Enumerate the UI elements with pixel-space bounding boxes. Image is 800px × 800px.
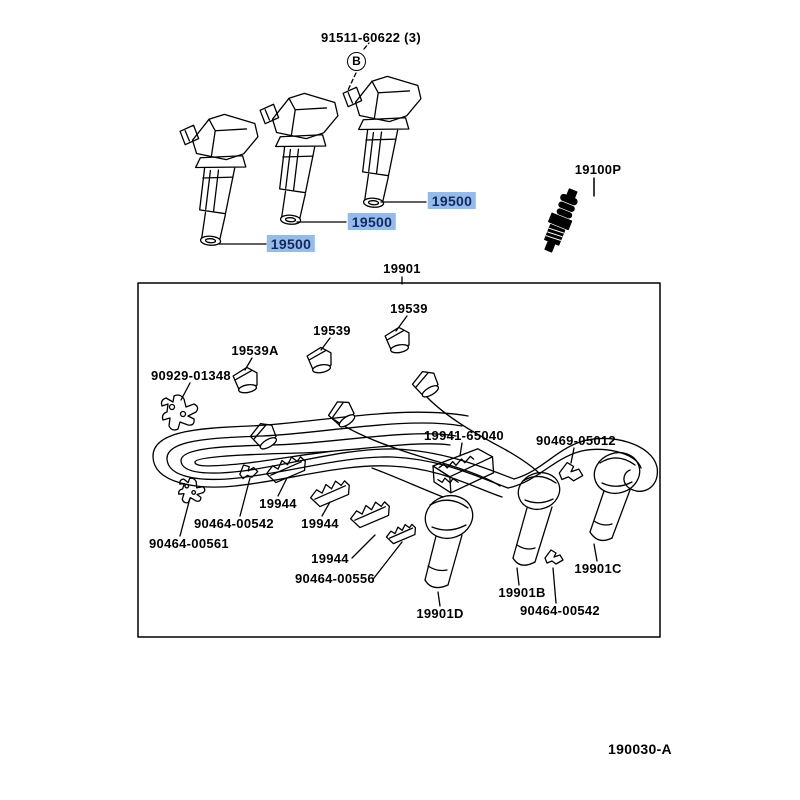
wire-boot-icon [325,397,359,431]
part-label-90464-00556: 90464-00556 [295,571,375,586]
part-label-19539-top: 19539 [390,301,428,316]
part-label-19901c: 19901C [574,561,622,576]
drawing-code: 190030-A [608,741,672,757]
part-label-19500-1[interactable]: 19500 [267,235,315,252]
ignition-coil-3 [335,73,422,210]
part-label-90469-05012: 90469-05012 [536,433,616,448]
clip-00556 [385,523,417,544]
part-label-90464-00542-right: 90464-00542 [520,603,600,618]
fastener-part-label: 91511-60622 (3) [321,30,421,45]
clamp-19944-2 [309,479,352,507]
plug-boot-19901b [513,467,565,565]
part-label-19944-2: 19944 [301,516,339,531]
part-label-90929-01348: 90929-01348 [151,368,231,383]
bracket-00561 [176,476,206,505]
part-label-19941-65040: 19941-65040 [424,428,504,443]
assembly-label-19901: 19901 [383,261,421,276]
boot-19539a [232,366,260,395]
ignition-coil-1 [172,111,259,248]
boot-19539-top [384,326,412,355]
part-label-19944-3: 19944 [311,551,349,566]
clamp-19944-3 [349,500,392,528]
plug-boot-19901d [419,489,478,588]
bracket-90929 [162,395,198,430]
wire-set-box [138,283,660,637]
part-label-19901d: 19901D [416,606,464,621]
part-label-19539a: 19539A [231,343,279,358]
part-label-19944-1: 19944 [259,496,297,511]
part-label-90464-00561: 90464-00561 [149,536,229,551]
wire-boot-icon [409,367,442,400]
part-label-19539-mid: 19539 [313,323,351,338]
clip-00542-right [545,550,563,564]
fastener-marker-b: B [347,52,366,71]
spark-plug [539,168,601,258]
boot-19539-mid [306,346,334,375]
part-label-19100p: 19100P [574,162,622,177]
plug-boot-19901c [589,446,646,540]
part-label-19500-3[interactable]: 19500 [428,192,476,209]
part-label-90464-00542-left: 90464-00542 [194,516,274,531]
part-label-19901b: 19901B [498,585,546,600]
clip-90469 [559,463,582,481]
ignition-coil-2 [252,90,339,227]
part-label-19500-2[interactable]: 19500 [348,213,396,230]
